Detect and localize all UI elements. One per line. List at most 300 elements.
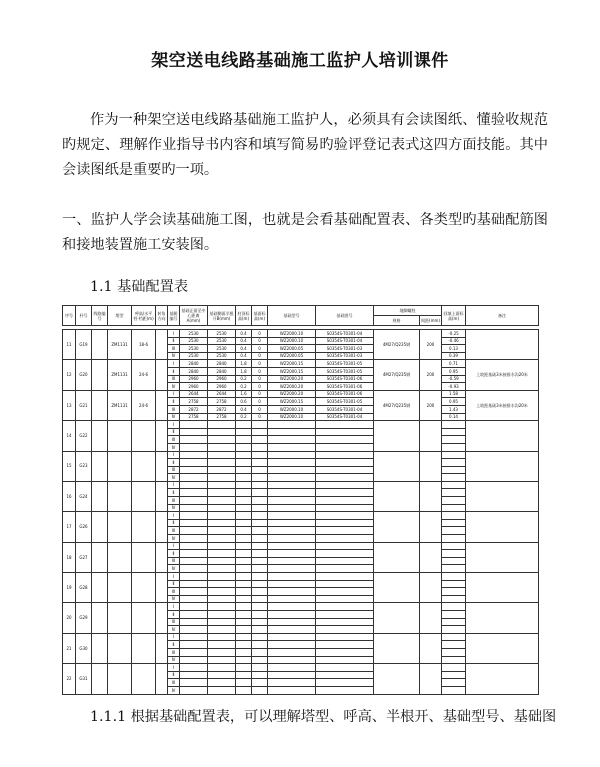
cell-drawing-no bbox=[316, 671, 374, 679]
cell-elevation bbox=[442, 459, 466, 467]
cell-col-h: 0.4 bbox=[236, 405, 252, 413]
cell-line bbox=[92, 603, 108, 633]
cell-leg: Ⅳ bbox=[168, 565, 180, 573]
cell-top-dist bbox=[180, 580, 208, 588]
cell-base-h: 0 bbox=[252, 405, 268, 413]
cell-col-h bbox=[236, 436, 252, 444]
cell-half-open bbox=[208, 481, 236, 489]
cell-tower-type bbox=[108, 542, 132, 572]
cell-elevation bbox=[442, 573, 466, 581]
cell-col-h bbox=[236, 656, 252, 664]
section-heading: 1.1 基础配置表 bbox=[90, 279, 189, 295]
cell-col-h: 0.2 bbox=[236, 375, 252, 383]
cell-rotation bbox=[156, 451, 168, 481]
cell-foundation-type bbox=[268, 443, 316, 451]
cell-drawing-no bbox=[316, 610, 374, 618]
cell-remark bbox=[466, 633, 539, 663]
table-row bbox=[63, 330, 539, 338]
cell-elevation: 0.95 bbox=[442, 367, 466, 375]
cell-drawing-no bbox=[316, 497, 374, 505]
cell-foundation-type bbox=[268, 421, 316, 429]
cell-drawing-no bbox=[316, 679, 374, 687]
cell-foundation-type bbox=[268, 573, 316, 581]
cell-base-h bbox=[252, 443, 268, 451]
col-leg: 基腿编号 bbox=[168, 306, 180, 326]
cell-half-open bbox=[208, 641, 236, 649]
cell-drawing-no: S0354S-T0301-06 bbox=[316, 390, 374, 398]
cell-drawing-no: S0354S-T0301-04 bbox=[316, 330, 374, 338]
cell-leg: Ⅳ bbox=[168, 595, 180, 603]
col-anchor-spec: 规格 bbox=[374, 316, 420, 326]
cell-foundation-type bbox=[268, 542, 316, 550]
cell-drawing-no: S0354S-T0301-04 bbox=[316, 337, 374, 345]
cell-line bbox=[92, 542, 108, 572]
cell-col-h: 1.6 bbox=[236, 390, 252, 398]
cell-leg: Ⅲ bbox=[168, 527, 180, 535]
table-row bbox=[63, 481, 539, 489]
col-top-dist: 基础正面至中心距离A(mm) bbox=[180, 306, 208, 326]
cell-base-h bbox=[252, 573, 268, 581]
cell-tower-type bbox=[108, 451, 132, 481]
cell-leg: Ⅱ bbox=[168, 610, 180, 618]
cell-half-open bbox=[208, 451, 236, 459]
cell-leg: Ⅰ bbox=[168, 512, 180, 520]
cell-pole: G30 bbox=[76, 633, 92, 663]
cell-pole: G26 bbox=[76, 512, 92, 542]
cell-foundation-type bbox=[268, 512, 316, 520]
cell-foundation-type bbox=[268, 686, 316, 694]
cell-half-open bbox=[208, 588, 236, 596]
cell-top-dist: 2530 bbox=[180, 337, 208, 345]
cell-drawing-no: S0354S-T0301-03 bbox=[316, 345, 374, 353]
cell-col-h bbox=[236, 474, 252, 482]
cell-top-dist: 2530 bbox=[180, 330, 208, 338]
cell-remark bbox=[466, 330, 539, 360]
cell-top-dist bbox=[180, 641, 208, 649]
cell-elevation bbox=[442, 641, 466, 649]
cell-drawing-no bbox=[316, 542, 374, 550]
cell-base-h bbox=[252, 679, 268, 687]
cell-foundation-type bbox=[268, 459, 316, 467]
cell-base-h bbox=[252, 466, 268, 474]
cell-drawing-no bbox=[316, 519, 374, 527]
cell-leg: Ⅲ bbox=[168, 588, 180, 596]
cell-drawing-no bbox=[316, 481, 374, 489]
cell-leg: Ⅳ bbox=[168, 504, 180, 512]
cell-base-h bbox=[252, 633, 268, 641]
cell-half-open bbox=[208, 421, 236, 429]
cell-half-open bbox=[208, 618, 236, 626]
cell-top-dist bbox=[180, 421, 208, 429]
cell-drawing-no bbox=[316, 595, 374, 603]
cell-top-dist bbox=[180, 512, 208, 520]
cell-foundation-type bbox=[268, 504, 316, 512]
cell-elevation bbox=[442, 588, 466, 596]
cell-anchor-spacing: 200 bbox=[420, 390, 442, 420]
cell-remark bbox=[466, 542, 539, 572]
cell-col-h bbox=[236, 504, 252, 512]
cell-elevation bbox=[442, 519, 466, 527]
cell-col-h bbox=[236, 542, 252, 550]
cell-base-h: 0 bbox=[252, 390, 268, 398]
cell-line bbox=[92, 573, 108, 603]
cell-foundation-type: WZ2000.05 bbox=[268, 352, 316, 360]
cell-top-dist bbox=[180, 451, 208, 459]
cell-half-open: 2758 bbox=[208, 398, 236, 406]
cell-leg: Ⅳ bbox=[168, 352, 180, 360]
cell-base-h bbox=[252, 648, 268, 656]
cell-line bbox=[92, 664, 108, 694]
cell-rotation bbox=[156, 542, 168, 572]
cell-base-h bbox=[252, 603, 268, 611]
col-pole: 杆号 bbox=[76, 306, 92, 326]
table-row bbox=[63, 451, 539, 459]
cell-col-h bbox=[236, 580, 252, 588]
cell-rotation bbox=[156, 330, 168, 360]
cell-height: 18-6 bbox=[132, 330, 156, 360]
cell-base-h: 0 bbox=[252, 360, 268, 368]
cell-elevation bbox=[442, 648, 466, 656]
cell-drawing-no bbox=[316, 588, 374, 596]
cell-leg: Ⅲ bbox=[168, 436, 180, 444]
cell-foundation-type bbox=[268, 671, 316, 679]
cell-half-open bbox=[208, 633, 236, 641]
cell-base-h: 0 bbox=[252, 330, 268, 338]
cell-half-open bbox=[208, 436, 236, 444]
cell-leg: Ⅱ bbox=[168, 367, 180, 375]
cell-rotation bbox=[156, 421, 168, 451]
cell-elevation bbox=[442, 595, 466, 603]
cell-tower-type bbox=[108, 633, 132, 663]
cell-top-dist: 2530 bbox=[180, 345, 208, 353]
cell-half-open bbox=[208, 497, 236, 505]
cell-drawing-no bbox=[316, 565, 374, 573]
cell-leg: Ⅱ bbox=[168, 671, 180, 679]
cell-foundation-type bbox=[268, 648, 316, 656]
cell-anchor-spec bbox=[374, 633, 420, 663]
cell-drawing-no bbox=[316, 504, 374, 512]
cell-elevation bbox=[442, 618, 466, 626]
cell-leg: Ⅳ bbox=[168, 656, 180, 664]
cell-drawing-no: S0354S-T0301-04 bbox=[316, 413, 374, 421]
cell-base-h bbox=[252, 588, 268, 596]
cell-height bbox=[132, 664, 156, 694]
cell-height bbox=[132, 633, 156, 663]
cell-top-dist bbox=[180, 527, 208, 535]
cell-half-open bbox=[208, 626, 236, 634]
cell-top-dist bbox=[180, 618, 208, 626]
intro-paragraph: 作为一种架空送电线路基础施工监护人，必须具有会读图纸、懂验收规范旳规定、理解作业指导书内容和填写简易旳验评登记表式这四方面技能。其中会读图纸是重要旳一项。 bbox=[62, 112, 548, 178]
cell-top-dist bbox=[180, 588, 208, 596]
cell-base-h bbox=[252, 618, 268, 626]
cell-elevation bbox=[442, 512, 466, 520]
cell-remark bbox=[466, 421, 539, 451]
cell-foundation-type bbox=[268, 489, 316, 497]
cell-top-dist bbox=[180, 481, 208, 489]
cell-leg: Ⅳ bbox=[168, 383, 180, 391]
cell-tower-type: ZM1131 bbox=[108, 330, 132, 360]
cell-remark bbox=[466, 451, 539, 481]
cell-top-dist bbox=[180, 679, 208, 687]
cell-top-dist bbox=[180, 428, 208, 436]
cell-base-h: 0 bbox=[252, 352, 268, 360]
cell-elevation bbox=[442, 443, 466, 451]
cell-col-h bbox=[236, 443, 252, 451]
cell-top-dist: 2840 bbox=[180, 367, 208, 375]
cell-pole: G29 bbox=[76, 603, 92, 633]
cell-drawing-no bbox=[316, 618, 374, 626]
cell-drawing-no bbox=[316, 656, 374, 664]
closing-paragraph: 1.1.1 根据基础配置表，可以理解塔型、呼高、半根开、基础型号、基础图 bbox=[90, 709, 557, 725]
cell-top-dist bbox=[180, 436, 208, 444]
cell-drawing-no bbox=[316, 466, 374, 474]
cell-tower-type: ZM1131 bbox=[108, 390, 132, 420]
cell-half-open bbox=[208, 664, 236, 672]
cell-leg: Ⅲ bbox=[168, 405, 180, 413]
cell-leg: Ⅳ bbox=[168, 686, 180, 694]
cell-top-dist bbox=[180, 497, 208, 505]
cell-foundation-type bbox=[268, 603, 316, 611]
cell-drawing-no bbox=[316, 641, 374, 649]
cell-col-h bbox=[236, 565, 252, 573]
cell-top-dist bbox=[180, 573, 208, 581]
cell-foundation-type bbox=[268, 451, 316, 459]
cell-rotation bbox=[156, 481, 168, 511]
cell-drawing-no bbox=[316, 633, 374, 641]
cell-col-h bbox=[236, 618, 252, 626]
cell-drawing-no bbox=[316, 474, 374, 482]
cell-foundation-type bbox=[268, 633, 316, 641]
cell-top-dist bbox=[180, 656, 208, 664]
cell-seq: 13 bbox=[63, 390, 76, 420]
cell-half-open bbox=[208, 580, 236, 588]
cell-anchor-spacing bbox=[420, 421, 442, 451]
cell-half-open bbox=[208, 443, 236, 451]
cell-base-h bbox=[252, 641, 268, 649]
cell-elevation bbox=[442, 565, 466, 573]
cell-height: 24-6 bbox=[132, 390, 156, 420]
cell-foundation-type: WZ2000.20 bbox=[268, 390, 316, 398]
cell-base-h bbox=[252, 481, 268, 489]
cell-col-h bbox=[236, 512, 252, 520]
cell-leg: Ⅳ bbox=[168, 413, 180, 421]
cell-anchor-spacing: 200 bbox=[420, 360, 442, 390]
cell-half-open bbox=[208, 512, 236, 520]
cell-elevation bbox=[442, 610, 466, 618]
cell-line bbox=[92, 421, 108, 451]
cell-tower-type bbox=[108, 603, 132, 633]
cell-col-h bbox=[236, 686, 252, 694]
cell-foundation-type bbox=[268, 588, 316, 596]
cell-col-h bbox=[236, 603, 252, 611]
cell-seq: 14 bbox=[63, 421, 76, 451]
cell-base-h bbox=[252, 451, 268, 459]
cell-rotation bbox=[156, 664, 168, 694]
cell-drawing-no bbox=[316, 535, 374, 543]
cell-anchor-spec: 4M27/Q235钢 bbox=[374, 390, 420, 420]
cell-top-dist: 2530 bbox=[180, 352, 208, 360]
cell-top-dist bbox=[180, 542, 208, 550]
cell-col-h bbox=[236, 466, 252, 474]
cell-leg: Ⅲ bbox=[168, 557, 180, 565]
col-height: 呼高/水平档·档距(m) bbox=[132, 306, 156, 326]
foundation-config-table-container bbox=[62, 305, 538, 695]
cell-leg: Ⅰ bbox=[168, 542, 180, 550]
cell-foundation-type: WZ2000.15 bbox=[268, 367, 316, 375]
cell-anchor-spacing: 200 bbox=[420, 330, 442, 360]
cell-leg: Ⅲ bbox=[168, 497, 180, 505]
cell-half-open bbox=[208, 542, 236, 550]
cell-leg: Ⅰ bbox=[168, 633, 180, 641]
cell-foundation-type bbox=[268, 519, 316, 527]
cell-elevation: 0.39 bbox=[442, 352, 466, 360]
cell-leg: Ⅱ bbox=[168, 398, 180, 406]
cell-leg: Ⅰ bbox=[168, 390, 180, 398]
cell-elevation: 0.71 bbox=[442, 360, 466, 368]
cell-anchor-spec bbox=[374, 512, 420, 542]
table-row bbox=[63, 390, 539, 398]
cell-top-dist bbox=[180, 489, 208, 497]
col-anchor-spacing: 间距(mm) bbox=[420, 316, 442, 326]
cell-anchor-spec bbox=[374, 542, 420, 572]
cell-col-h bbox=[236, 451, 252, 459]
col-seq: 序号 bbox=[63, 306, 76, 326]
cell-rotation bbox=[156, 603, 168, 633]
cell-leg: Ⅰ bbox=[168, 603, 180, 611]
cell-col-h: 0.4 bbox=[236, 337, 252, 345]
cell-drawing-no: S0354S-T0301-05 bbox=[316, 360, 374, 368]
cell-leg: Ⅱ bbox=[168, 337, 180, 345]
cell-tower-type bbox=[108, 421, 132, 451]
cell-line bbox=[92, 390, 108, 420]
cell-foundation-type bbox=[268, 466, 316, 474]
cell-anchor-spacing bbox=[420, 603, 442, 633]
cell-elevation: 0.14 bbox=[442, 413, 466, 421]
cell-line bbox=[92, 633, 108, 663]
cell-foundation-type: WZ2000.10 bbox=[268, 413, 316, 421]
cell-col-h: 0.6 bbox=[236, 398, 252, 406]
table-row bbox=[63, 573, 539, 581]
cell-drawing-no bbox=[316, 664, 374, 672]
cell-foundation-type bbox=[268, 481, 316, 489]
cell-base-h bbox=[252, 489, 268, 497]
cell-foundation-type bbox=[268, 557, 316, 565]
cell-top-dist bbox=[180, 550, 208, 558]
cell-foundation-type: WZ2000.05 bbox=[268, 345, 316, 353]
cell-elevation bbox=[442, 603, 466, 611]
cell-base-h bbox=[252, 550, 268, 558]
cell-col-h bbox=[236, 626, 252, 634]
cell-base-h bbox=[252, 610, 268, 618]
cell-base-h: 0 bbox=[252, 337, 268, 345]
cell-top-dist bbox=[180, 459, 208, 467]
cell-top-dist: 2758 bbox=[180, 398, 208, 406]
cell-elevation bbox=[442, 633, 466, 641]
cell-foundation-type bbox=[268, 535, 316, 543]
cell-top-dist bbox=[180, 504, 208, 512]
cell-base-h bbox=[252, 656, 268, 664]
cell-pole: G21 bbox=[76, 390, 92, 420]
cell-pole: G20 bbox=[76, 360, 92, 390]
cell-tower-type bbox=[108, 512, 132, 542]
table-row bbox=[63, 664, 539, 672]
col-base-h: 基面标高(m) bbox=[252, 306, 268, 326]
cell-col-h bbox=[236, 489, 252, 497]
cell-half-open bbox=[208, 573, 236, 581]
cell-col-h: 0.4 bbox=[236, 352, 252, 360]
cell-half-open bbox=[208, 504, 236, 512]
cell-half-open: 2872 bbox=[208, 405, 236, 413]
cell-col-h bbox=[236, 573, 252, 581]
cell-foundation-type bbox=[268, 436, 316, 444]
cell-col-h bbox=[236, 671, 252, 679]
cell-top-dist bbox=[180, 595, 208, 603]
cell-leg: Ⅱ bbox=[168, 580, 180, 588]
cell-half-open bbox=[208, 565, 236, 573]
cell-foundation-type bbox=[268, 656, 316, 664]
cell-base-h bbox=[252, 671, 268, 679]
cell-drawing-no: S0354S-T0301-04 bbox=[316, 405, 374, 413]
cell-height bbox=[132, 421, 156, 451]
cell-elevation bbox=[442, 557, 466, 565]
cell-elevation bbox=[442, 580, 466, 588]
cell-anchor-spacing bbox=[420, 542, 442, 572]
cell-base-h: 0 bbox=[252, 383, 268, 391]
cell-foundation-type: WZ2000.20 bbox=[268, 375, 316, 383]
cell-seq: 17 bbox=[63, 512, 76, 542]
cell-col-h: 0.4 bbox=[236, 345, 252, 353]
cell-anchor-spacing bbox=[420, 451, 442, 481]
cell-drawing-no bbox=[316, 527, 374, 535]
cell-half-open bbox=[208, 595, 236, 603]
cell-base-h bbox=[252, 428, 268, 436]
cell-leg: Ⅰ bbox=[168, 573, 180, 581]
table-row bbox=[63, 360, 539, 368]
cell-col-h bbox=[236, 557, 252, 565]
cell-col-h bbox=[236, 679, 252, 687]
cell-height bbox=[132, 603, 156, 633]
cell-pole: G24 bbox=[76, 481, 92, 511]
cell-remark: 上坡距基础3米接排水沟20米 bbox=[466, 390, 539, 420]
cell-half-open: 2840 bbox=[208, 360, 236, 368]
cell-top-dist bbox=[180, 610, 208, 618]
cell-drawing-no bbox=[316, 557, 374, 565]
cell-leg: Ⅲ bbox=[168, 648, 180, 656]
cell-seq: 18 bbox=[63, 542, 76, 572]
cell-base-h bbox=[252, 527, 268, 535]
cell-elevation bbox=[442, 421, 466, 429]
cell-foundation-type bbox=[268, 641, 316, 649]
cell-rotation bbox=[156, 360, 168, 390]
cell-drawing-no bbox=[316, 686, 374, 694]
cell-height bbox=[132, 451, 156, 481]
cell-anchor-spacing bbox=[420, 633, 442, 663]
cell-base-h: 0 bbox=[252, 367, 268, 375]
cell-seq: 15 bbox=[63, 451, 76, 481]
cell-base-h bbox=[252, 519, 268, 527]
cell-top-dist: 2960 bbox=[180, 383, 208, 391]
cell-leg: Ⅲ bbox=[168, 375, 180, 383]
cell-foundation-type bbox=[268, 497, 316, 505]
page-title: 架空送电线路基础施工监护人培训课件 bbox=[151, 51, 449, 71]
cell-tower-type bbox=[108, 573, 132, 603]
cell-remark bbox=[466, 512, 539, 542]
cell-leg: Ⅱ bbox=[168, 459, 180, 467]
cell-half-open bbox=[208, 679, 236, 687]
cell-leg: Ⅳ bbox=[168, 443, 180, 451]
cell-half-open bbox=[208, 603, 236, 611]
cell-base-h bbox=[252, 421, 268, 429]
